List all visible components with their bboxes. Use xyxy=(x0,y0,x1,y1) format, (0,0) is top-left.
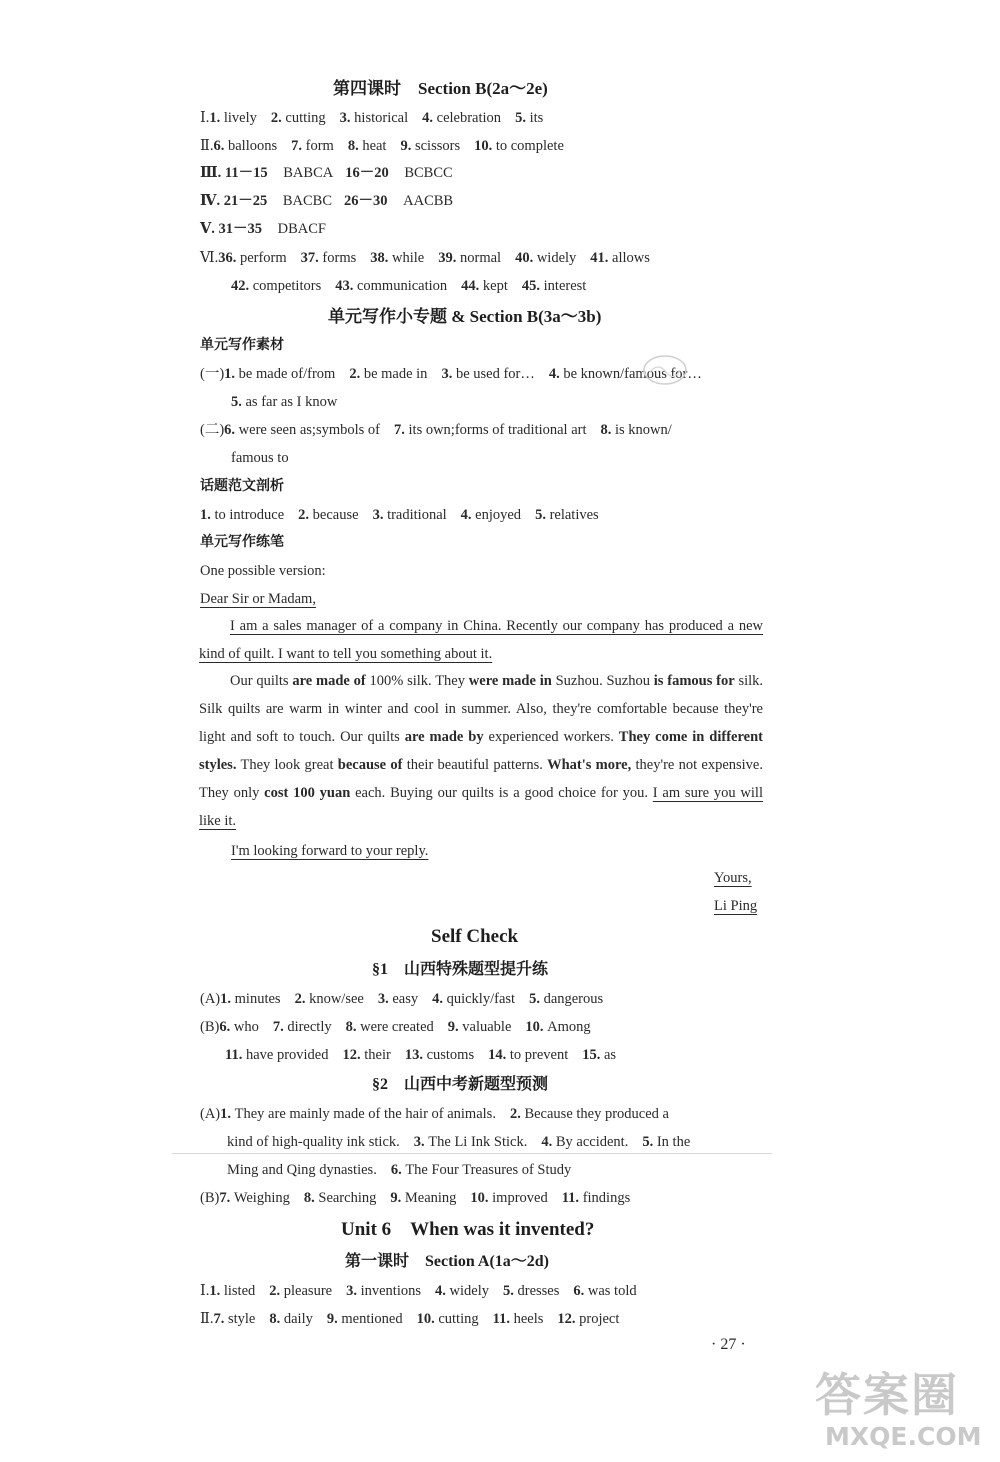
answer-item xyxy=(370,250,424,266)
item-number: 9. xyxy=(326,1311,338,1327)
item-number: 40. xyxy=(515,250,534,266)
answer-item xyxy=(510,1106,669,1122)
item-number: 4. xyxy=(435,1283,446,1299)
answer-item xyxy=(493,1311,544,1327)
question-group-label: Ⅰ. xyxy=(200,110,210,126)
item-answer: was told xyxy=(587,1283,637,1299)
question-group-label: (B) xyxy=(200,1190,220,1206)
item-number: 6. xyxy=(573,1283,585,1299)
answer-item xyxy=(231,278,321,294)
answer-item xyxy=(340,110,408,126)
answer-item xyxy=(488,1047,568,1063)
item-answer: mentioned xyxy=(341,1311,403,1327)
letter-paragraph-1: I am a sales manager of a company in China. Recently our company has produced a new kind of quilt. I want to tell you something about it. xyxy=(199,618,763,662)
answer-item xyxy=(474,138,564,154)
item-answer: were created xyxy=(360,1019,434,1035)
item-number: 7. xyxy=(291,138,302,154)
answer-item xyxy=(373,507,447,523)
item-answer: forms xyxy=(322,250,357,266)
subsection-2-title: §2 山西中考新题型预测 xyxy=(372,1076,549,1093)
item-number: 6. xyxy=(213,138,225,154)
question-group-label: (A) xyxy=(200,1106,221,1122)
answer-line xyxy=(200,505,599,525)
answer-item xyxy=(562,1190,630,1206)
item-number: 8. xyxy=(600,422,612,438)
answer-line xyxy=(200,136,564,156)
answer-line xyxy=(227,1160,571,1180)
item-number: 1. xyxy=(209,1283,221,1299)
answer-item xyxy=(295,991,364,1007)
item-number: 45. xyxy=(521,278,541,294)
item-number: 5. xyxy=(502,1283,514,1299)
item-answer: Because they produced a xyxy=(524,1106,669,1122)
item-answer: scissors xyxy=(414,138,461,154)
question-group-label: Ⅱ. xyxy=(200,138,214,154)
item-answer: their xyxy=(364,1047,391,1063)
section-title-2a-2e: 第四课时 Section B(2a～2e) xyxy=(333,79,548,98)
item-number: 10. xyxy=(525,1019,544,1035)
item-answer: be made in xyxy=(363,366,428,382)
answer-item xyxy=(525,1019,590,1035)
item-number: 8. xyxy=(345,1019,357,1035)
answer-item xyxy=(348,138,387,154)
item-answer: inventions xyxy=(360,1283,422,1299)
answer-item xyxy=(391,1162,571,1178)
answer-item xyxy=(291,138,334,154)
answer-item xyxy=(400,138,460,154)
answer-item xyxy=(535,507,599,523)
answer-line xyxy=(200,248,650,268)
answer-item xyxy=(541,1134,628,1150)
item-answer: lively xyxy=(223,110,257,126)
item-number: 8. xyxy=(347,138,359,154)
item-answer: Weighing xyxy=(233,1190,290,1206)
answer-item xyxy=(573,1283,636,1299)
answer-item xyxy=(271,110,326,126)
item-answer: kept xyxy=(482,278,508,294)
question-group-label: (B) xyxy=(200,1019,220,1035)
item-number: 4. xyxy=(541,1134,553,1150)
version-label: One possible version: xyxy=(200,563,326,579)
answer-item xyxy=(269,1311,313,1327)
item-answer: because xyxy=(312,507,359,523)
item-answer: who xyxy=(233,1019,259,1035)
item-answer: were seen as;symbols of xyxy=(238,422,381,438)
item-answer: its xyxy=(529,110,544,126)
item-number: 41. xyxy=(590,250,609,266)
answer-item xyxy=(515,250,576,266)
answer-item xyxy=(273,1019,332,1035)
item-answer: They are mainly made of the hair of animals. xyxy=(234,1106,496,1122)
item-answer: In the xyxy=(656,1134,691,1150)
item-answer: interest xyxy=(543,278,587,294)
item-number: 2. xyxy=(509,1106,521,1122)
item-answer: know/see xyxy=(309,991,364,1007)
answer-item xyxy=(405,1047,474,1063)
subsection-1-title: §1 山西特殊题型提升练 xyxy=(372,961,549,978)
answer-item xyxy=(200,507,284,523)
answer-item xyxy=(601,422,672,438)
answer-item xyxy=(448,1019,512,1035)
unit-title: Unit 6 When was it invented? xyxy=(341,1219,595,1240)
answer-item xyxy=(441,366,534,382)
item-number: 5. xyxy=(515,110,526,126)
item-answer: perform xyxy=(239,250,287,266)
item-number: 2. xyxy=(294,991,306,1007)
answer-item xyxy=(335,278,447,294)
item-number: 12. xyxy=(557,1311,576,1327)
answer-item xyxy=(209,1283,255,1299)
question-group-label: (一) xyxy=(200,366,225,382)
answer-item xyxy=(213,138,277,154)
answer-item xyxy=(224,422,380,438)
item-answer: communication xyxy=(356,278,448,294)
item-number: 6. xyxy=(390,1162,402,1178)
answer-line xyxy=(200,108,543,128)
item-number: 37. xyxy=(300,250,319,266)
answer-item xyxy=(590,250,650,266)
section-title-3a-3b: 单元写作小专题 & Section B(3a～3b) xyxy=(328,307,602,326)
letter-signoff: Yours, xyxy=(714,870,752,886)
answer-item xyxy=(213,1311,255,1327)
item-number: 1. xyxy=(224,366,236,382)
item-answer: Meaning xyxy=(404,1190,457,1206)
question-group-label: Ⅰ. xyxy=(200,1283,210,1299)
item-number: 3. xyxy=(339,110,351,126)
item-answer: kind of high-quality ink stick. xyxy=(227,1134,400,1150)
item-number: 6. xyxy=(224,422,236,438)
item-number: 11. xyxy=(561,1190,580,1206)
item-number: 1. xyxy=(220,1106,232,1122)
item-number: 12. xyxy=(342,1047,361,1063)
item-number: 14. xyxy=(488,1047,507,1063)
answer-item xyxy=(461,507,521,523)
item-answer: Searching xyxy=(318,1190,377,1206)
item-answer: be made of/from xyxy=(238,366,336,382)
item-answer: easy xyxy=(392,991,419,1007)
answer-item xyxy=(438,250,501,266)
letter-signature: Li Ping xyxy=(714,898,758,914)
item-number: 5. xyxy=(535,507,546,523)
answer-item xyxy=(224,366,335,382)
answer-item xyxy=(461,278,508,294)
item-number: 3. xyxy=(372,507,384,523)
item-number: 2. xyxy=(298,507,310,523)
item-answer: heat xyxy=(362,138,387,154)
item-answer: quickly/fast xyxy=(446,991,516,1007)
item-answer: while xyxy=(392,250,425,266)
answer-item xyxy=(301,250,357,266)
subheading-practice: 单元写作练笔 xyxy=(200,535,284,550)
answer-item xyxy=(209,110,257,126)
answer-item xyxy=(582,1047,616,1063)
question-group-label: (二) xyxy=(200,422,225,438)
item-answer: minutes xyxy=(234,991,281,1007)
answer-item xyxy=(422,110,501,126)
answer-item xyxy=(220,991,280,1007)
item-number: 7. xyxy=(219,1190,231,1206)
answer-line xyxy=(200,420,672,440)
item-answer: traditional xyxy=(387,507,447,523)
item-answer: normal xyxy=(459,250,502,266)
item-answer: to introduce xyxy=(214,507,285,523)
subheading-material: 单元写作素材 xyxy=(200,338,284,353)
answer-line xyxy=(200,1281,637,1301)
answer-item xyxy=(414,1134,528,1150)
answer-item xyxy=(503,1283,559,1299)
watermark-url: MXQE.COM xyxy=(825,1422,982,1451)
item-number: 5. xyxy=(529,991,540,1007)
item-answer: allows xyxy=(612,250,650,266)
item-answer: have provided xyxy=(245,1047,329,1063)
item-number: 4. xyxy=(548,366,560,382)
item-answer: dresses xyxy=(517,1283,560,1299)
item-answer: relatives xyxy=(549,507,599,523)
answer-item xyxy=(219,1190,290,1206)
item-number: 6. xyxy=(219,1019,231,1035)
letter-greeting: Dear Sir or Madam, xyxy=(200,591,316,607)
item-number: 5. xyxy=(642,1134,654,1150)
answer-item xyxy=(529,991,603,1007)
answer-item xyxy=(346,1019,434,1035)
item-answer: cutting xyxy=(438,1311,479,1327)
item-number: 2. xyxy=(270,110,282,126)
item-answer: dangerous xyxy=(543,991,604,1007)
item-answer: pleasure xyxy=(283,1283,333,1299)
item-answer: project xyxy=(579,1311,620,1327)
stamp-mark xyxy=(640,352,690,388)
answer-line xyxy=(200,989,603,1009)
answer-item xyxy=(327,1311,403,1327)
item-number: 1. xyxy=(200,507,211,523)
item-number: 3. xyxy=(377,991,389,1007)
item-number: 1. xyxy=(220,991,232,1007)
item-number: 7. xyxy=(394,422,405,438)
answer-item xyxy=(219,1019,258,1035)
answer-line xyxy=(200,364,702,384)
item-answer: daily xyxy=(283,1311,313,1327)
item-answer: valuable xyxy=(462,1019,512,1035)
item-answer: Ming and Qing dynasties. xyxy=(227,1162,377,1178)
answer-item xyxy=(304,1190,376,1206)
answer-item xyxy=(470,1190,547,1206)
answer-line xyxy=(200,1017,591,1037)
item-number: 43. xyxy=(335,278,354,294)
answer-line xyxy=(231,276,586,296)
watermark-logo-text: 答案圈 xyxy=(815,1368,959,1422)
answer-item xyxy=(417,1311,479,1327)
answer-item xyxy=(298,507,358,523)
answer-item xyxy=(218,250,286,266)
item-answer: be known/famous for… xyxy=(563,366,702,382)
question-group-label: Ⅵ. xyxy=(200,250,219,266)
question-group-label: (A) xyxy=(200,991,221,1007)
answer-item xyxy=(227,1134,400,1150)
item-number: 4. xyxy=(460,507,472,523)
page-divider xyxy=(172,1153,772,1154)
answer-line xyxy=(227,1132,690,1152)
item-number: 11. xyxy=(492,1311,510,1327)
item-answer: The Four Treasures of Study xyxy=(405,1162,572,1178)
item-answer: widely xyxy=(449,1283,489,1299)
item-number: 7. xyxy=(272,1019,284,1035)
item-number: 3. xyxy=(413,1134,425,1150)
item-answer: enjoyed xyxy=(475,507,522,523)
item-answer: balloons xyxy=(227,138,278,154)
item-number: 13. xyxy=(404,1047,423,1063)
item-answer: improved xyxy=(492,1190,548,1206)
item-answer: findings xyxy=(582,1190,631,1206)
item-number: 11. xyxy=(225,1047,243,1063)
item-answer: to prevent xyxy=(509,1047,569,1063)
item-answer: directly xyxy=(287,1019,332,1035)
item-answer: Among xyxy=(547,1019,591,1035)
answer-item xyxy=(435,1283,489,1299)
answer-line xyxy=(200,1104,669,1124)
question-group-label: Ⅱ. xyxy=(200,1311,214,1327)
answer-item xyxy=(343,1047,391,1063)
item-answer: historical xyxy=(354,110,409,126)
item-number: 9. xyxy=(400,138,412,154)
item-answer: as far as I know xyxy=(245,394,338,410)
item-number: 7. xyxy=(213,1311,225,1327)
answer-item xyxy=(394,422,587,438)
item-answer: as xyxy=(604,1047,617,1063)
item-number: 10. xyxy=(470,1190,489,1206)
item-number: 8. xyxy=(303,1190,315,1206)
item-answer: customs xyxy=(426,1047,475,1063)
self-check-title: Self Check xyxy=(431,926,519,947)
answer-line xyxy=(231,392,337,412)
item-number: 9. xyxy=(390,1190,402,1206)
answer-item xyxy=(432,991,515,1007)
item-number: 10. xyxy=(416,1311,435,1327)
answer-item xyxy=(225,1047,329,1063)
answer-line xyxy=(200,1188,630,1208)
answer-item xyxy=(515,110,543,126)
answer-line: Ⅲ. 11－15 BABCA 16－20 BCBCC xyxy=(200,165,453,181)
item-answer: celebration xyxy=(436,110,502,126)
answer-line: Ⅳ. 21－25 BACBC 26－30 AACBB xyxy=(200,193,454,209)
item-number: 3. xyxy=(346,1283,357,1299)
item-answer: is known/ xyxy=(615,422,672,438)
item-number: 39. xyxy=(438,250,457,266)
item-number: 1. xyxy=(209,110,221,126)
watermark xyxy=(815,1368,981,1452)
answer-item xyxy=(378,991,418,1007)
answer-line xyxy=(200,1309,619,1329)
item-answer: to complete xyxy=(495,138,564,154)
item-number: 2. xyxy=(269,1283,281,1299)
item-answer: style xyxy=(227,1311,256,1327)
section-title-1a-2d: 第一课时 Section A(1a～2d) xyxy=(345,1253,550,1270)
item-number: 42. xyxy=(231,278,250,294)
item-number: 2. xyxy=(349,366,361,382)
answer-item xyxy=(346,1283,421,1299)
item-number: 3. xyxy=(441,366,453,382)
answer-line: Ⅴ. 31－35 DBACF xyxy=(200,221,326,237)
item-number: 36. xyxy=(218,250,237,266)
answer-item xyxy=(220,1106,496,1122)
item-number: 9. xyxy=(447,1019,459,1035)
item-answer: form xyxy=(305,138,334,154)
item-number: 8. xyxy=(269,1311,281,1327)
letter-closing-line: I'm looking forward to your reply. xyxy=(231,843,429,859)
item-number: 38. xyxy=(370,250,389,266)
page-number: · 27 · xyxy=(711,1336,746,1353)
answer-item xyxy=(269,1283,332,1299)
item-answer: The Li Ink Stick. xyxy=(428,1134,528,1150)
answer-line-continued: famous to xyxy=(231,450,289,466)
answer-item xyxy=(231,394,337,410)
item-number: 15. xyxy=(582,1047,601,1063)
answer-line xyxy=(225,1045,616,1065)
item-answer: widely xyxy=(536,250,577,266)
item-answer: heels xyxy=(513,1311,544,1327)
item-answer: By accident. xyxy=(555,1134,629,1150)
answer-item xyxy=(349,366,427,382)
item-answer: listed xyxy=(223,1283,256,1299)
answer-item xyxy=(557,1311,619,1327)
item-answer: its own;forms of traditional art xyxy=(408,422,587,438)
item-answer: competitors xyxy=(252,278,322,294)
letter-paragraph-2: Our quilts are made of 100% silk. They were made in Suzhou. Suzhou is famous for silk. Silk quilts are warm in winter and cool in summer. Also, they're comfortable because they're light and soft to touch. Our quilts are made by experienced workers. They come in different styles. They look great because of their beautiful patterns. What's more, they're not expensive. They only cost 100 yuan each. Buying our quilts is a good choice for you. I am sure you will like it. xyxy=(199,673,764,829)
item-number: 5. xyxy=(231,394,242,410)
answer-item xyxy=(642,1134,690,1150)
item-answer: be used for… xyxy=(455,366,535,382)
answer-item xyxy=(390,1190,456,1206)
item-answer: cutting xyxy=(285,110,326,126)
answer-item xyxy=(522,278,586,294)
item-number: 10. xyxy=(474,138,493,154)
item-number: 4. xyxy=(432,991,443,1007)
item-number: 44. xyxy=(461,278,480,294)
item-number: 4. xyxy=(422,110,434,126)
subheading-analysis: 话题范文剖析 xyxy=(200,479,284,494)
answer-item xyxy=(227,1162,377,1178)
